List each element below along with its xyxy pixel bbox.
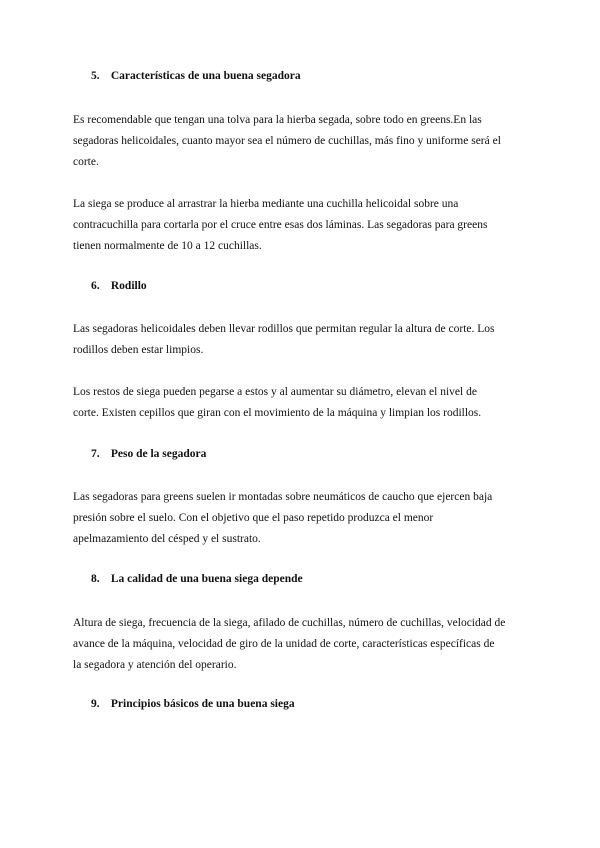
text-line: presión sobre el suelo. Con el objetivo que el paso repetido produzca el menor [73, 512, 434, 524]
paragraph [73, 110, 533, 173]
text-line: Es recomendable que tengan una tolva para la hierba segada, sobre todo en greens.En las [73, 114, 482, 126]
section-title: Características de una buena segadora [110, 70, 301, 82]
section-heading-7 [91, 448, 206, 460]
text-line: corte. Existen cepillos que giran con el movimiento de la máquina y limpian los rodillos. [73, 407, 482, 419]
text-line: avance de la máquina, velocidad de giro de la unidad de corte, características específicas de [73, 638, 495, 650]
section-number: 7. [91, 448, 100, 460]
text-line: contracuchilla para cortarla por el cruce entre esas dos láminas. Las segadoras para greens [73, 219, 488, 231]
text-line: Las segadoras para greens suelen ir montadas sobre neumáticos de caucho que ejercen baja [73, 491, 493, 503]
section-heading-9 [91, 698, 295, 710]
text-line: apelmazamiento del césped y el sustrato. [73, 533, 261, 545]
paragraph [73, 194, 533, 257]
text-line: Las segadoras helicoidales deben llevar rodillos que permitan regular la altura de corte. Los [73, 323, 495, 335]
section-title: La calidad de una buena siega depende [110, 573, 303, 585]
text-line: corte. [73, 156, 99, 168]
section-heading-5 [91, 70, 301, 82]
section-number: 8. [91, 573, 100, 585]
paragraph [73, 382, 533, 424]
section-title: Rodillo [110, 280, 147, 292]
text-line: la segadora y atención del operario. [73, 659, 237, 671]
paragraph [73, 319, 533, 361]
text-line: La siega se produce al arrastrar la hierba mediante una cuchilla helicoidal sobre una [73, 198, 459, 210]
paragraph [73, 613, 533, 676]
text-line: Los restos de siega pueden pegarse a estos y al aumentar su diámetro, elevan el nivel de [73, 386, 477, 398]
section-heading-6 [91, 280, 147, 292]
section-heading-8 [91, 573, 303, 585]
section-title: Principios básicos de una buena siega [110, 698, 295, 710]
section-number: 9. [91, 698, 100, 710]
section-number: 5. [91, 70, 100, 82]
section-title: Peso de la segadora [110, 448, 207, 460]
text-line: Altura de siega, frecuencia de la siega, afilado de cuchillas, número de cuchillas, velocidad de [73, 617, 506, 629]
text-line: segadoras helicoidales, cuanto mayor sea el número de cuchillas, más fino y uniforme será el [73, 135, 501, 147]
text-line: rodillos deben estar limpios. [73, 344, 204, 356]
text-line: tienen normalmente de 10 a 12 cuchillas. [73, 240, 262, 252]
section-number: 6. [91, 280, 100, 292]
paragraph [73, 487, 533, 550]
